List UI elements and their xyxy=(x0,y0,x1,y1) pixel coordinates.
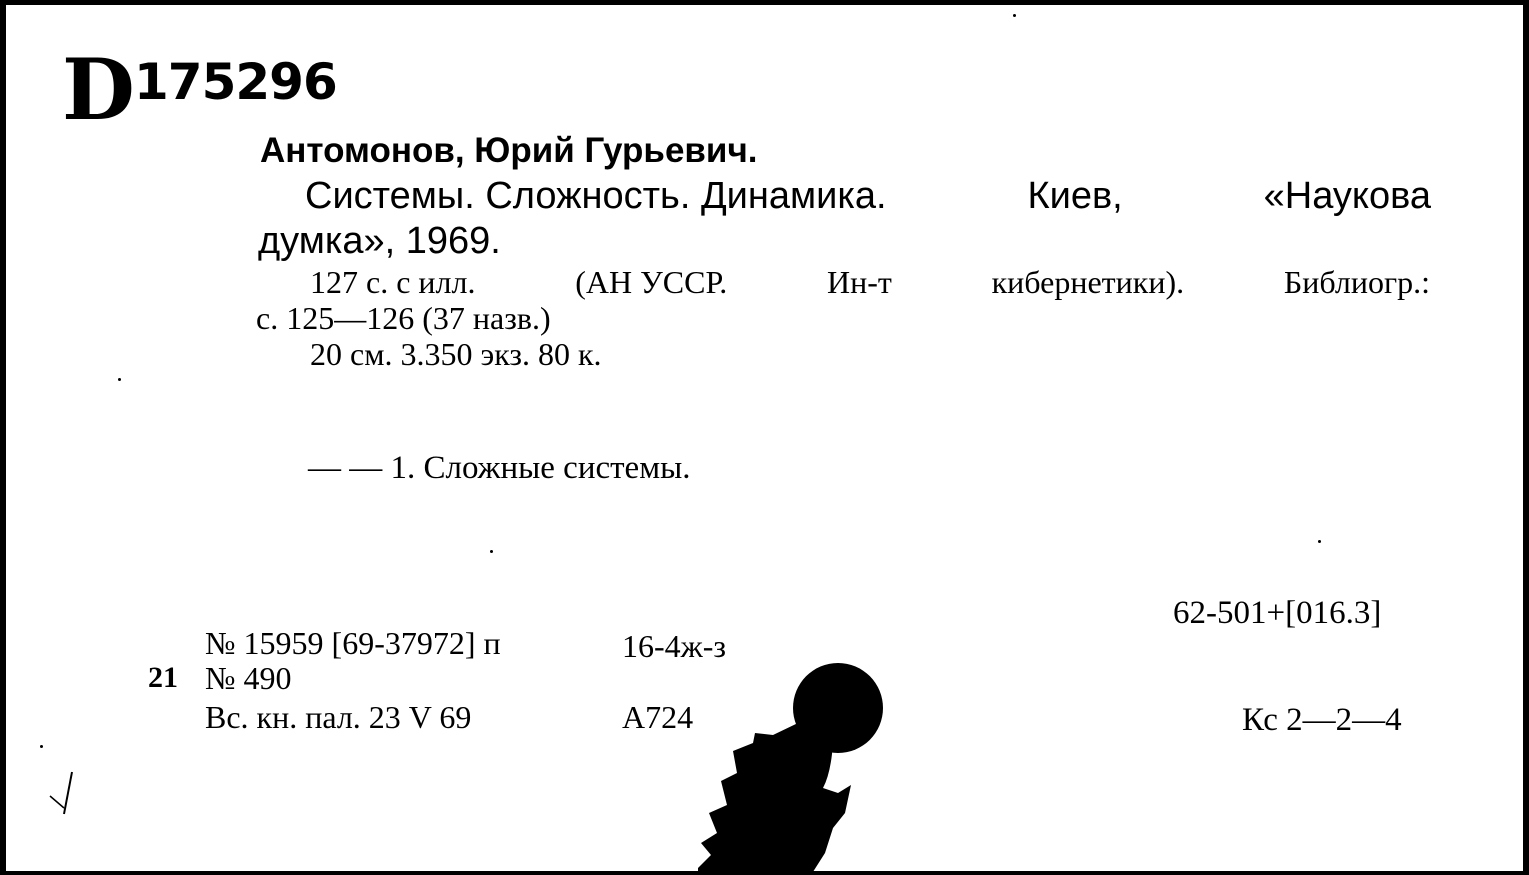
scan-speck xyxy=(1318,540,1321,543)
classification-code: Кс 2—2—4 xyxy=(1242,702,1402,738)
pencil-mark xyxy=(44,770,84,820)
title-line-1 xyxy=(305,177,1431,215)
book-title: Системы. Сложность. Динамика. xyxy=(305,175,887,217)
scan-border-top xyxy=(0,0,1529,5)
collation-line-1 xyxy=(310,266,1430,298)
scan-speck xyxy=(118,378,121,381)
scan-speck xyxy=(490,550,493,553)
number-490: № 490 xyxy=(205,660,292,696)
title-line-2: думка», 1969. xyxy=(258,220,501,262)
collation-series: (АН УССР. xyxy=(575,264,728,300)
inventory-number: 175296 xyxy=(134,53,337,111)
subject-heading: — — 1. Сложные системы. xyxy=(308,450,691,486)
left-number: 21 xyxy=(148,661,178,694)
collation-bibliography: Библиогр.: xyxy=(1283,264,1430,300)
udk-index: 62-501+[016.3] xyxy=(1173,595,1382,631)
scan-speck xyxy=(40,745,43,748)
collation-institute: Ин-т xyxy=(826,264,892,300)
ink-blot-stamp xyxy=(693,663,893,875)
collation-line-3: 20 см. 3.350 экз. 80 к. xyxy=(310,336,602,372)
book-chamber-line: Вс. кн. пал. 23 V 69 xyxy=(205,699,472,735)
scan-border-left xyxy=(0,0,6,875)
author-heading: Антомонов, Юрий Гурьевич. xyxy=(260,131,758,170)
scan-speck xyxy=(1013,14,1016,17)
collation-line-2: с. 125—126 (37 назв.) xyxy=(256,300,551,336)
book-chamber-code: А724 xyxy=(622,699,694,735)
scan-border-right xyxy=(1523,0,1529,875)
record-number: № 15959 [69-37972] п xyxy=(205,625,501,661)
collation-pages: 127 с. с илл. xyxy=(310,264,476,300)
publisher-start: «Наукова xyxy=(1263,175,1431,217)
inventory-letter: D xyxy=(62,40,133,139)
record-code: 16-4ж-з xyxy=(622,628,727,664)
collation-institute-name: кибернетики). xyxy=(991,264,1185,300)
publication-place: Киев, xyxy=(1027,175,1123,217)
